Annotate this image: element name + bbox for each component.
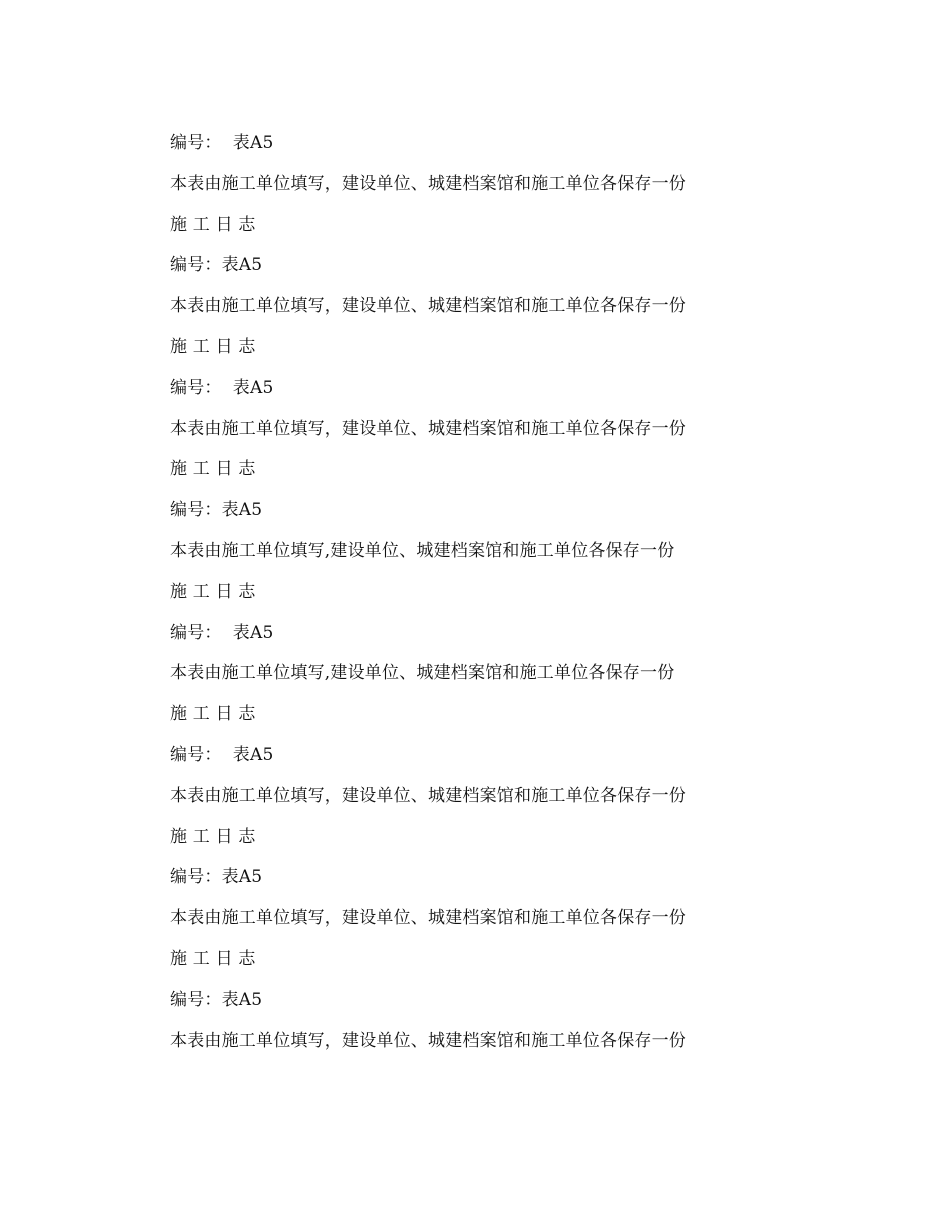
log-title: 施 工 日 志 <box>170 336 256 357</box>
note-line: 本表由施工单位填写，建设单位、城建档案馆和施工单位各保存一份 <box>170 1030 686 1051</box>
form-number-line: 编号：表A5 <box>170 989 263 1010</box>
document-body <box>170 128 870 1066</box>
form-number-line: 编号： 表A5 <box>170 377 274 398</box>
form-number-line: 编号：表A5 <box>170 255 263 276</box>
note-line: 本表由施工单位填写，建设单位、城建档案馆和施工单位各保存一份 <box>170 418 686 439</box>
log-title: 施 工 日 志 <box>170 459 256 480</box>
log-title: 施 工 日 志 <box>170 826 256 847</box>
form-number-line: 编号：表A5 <box>170 867 263 888</box>
note-line: 本表由施工单位填写，建设单位、城建档案馆和施工单位各保存一份 <box>170 785 686 806</box>
form-number-line: 编号：表A5 <box>170 500 263 521</box>
form-number-line: 编号： 表A5 <box>170 622 274 643</box>
form-number-line: 编号： 表A5 <box>170 133 274 153</box>
log-title: 施 工 日 志 <box>170 704 256 725</box>
note-line: 本表由施工单位填写,建设单位、城建档案馆和施工单位各保存一份 <box>170 663 675 684</box>
note-line: 本表由施工单位填写，建设单位、城建档案馆和施工单位各保存一份 <box>170 908 686 929</box>
note-line: 本表由施工单位填写,建设单位、城建档案馆和施工单位各保存一份 <box>170 540 675 561</box>
note-line: 本表由施工单位填写，建设单位、城建档案馆和施工单位各保存一份 <box>170 296 686 317</box>
log-title: 施 工 日 志 <box>170 948 256 969</box>
form-number-line: 编号： 表A5 <box>170 744 274 765</box>
log-title: 施 工 日 志 <box>170 214 256 235</box>
log-title: 施 工 日 志 <box>170 581 256 602</box>
note-line: 本表由施工单位填写，建设单位、城建档案馆和施工单位各保存一份 <box>170 173 686 194</box>
